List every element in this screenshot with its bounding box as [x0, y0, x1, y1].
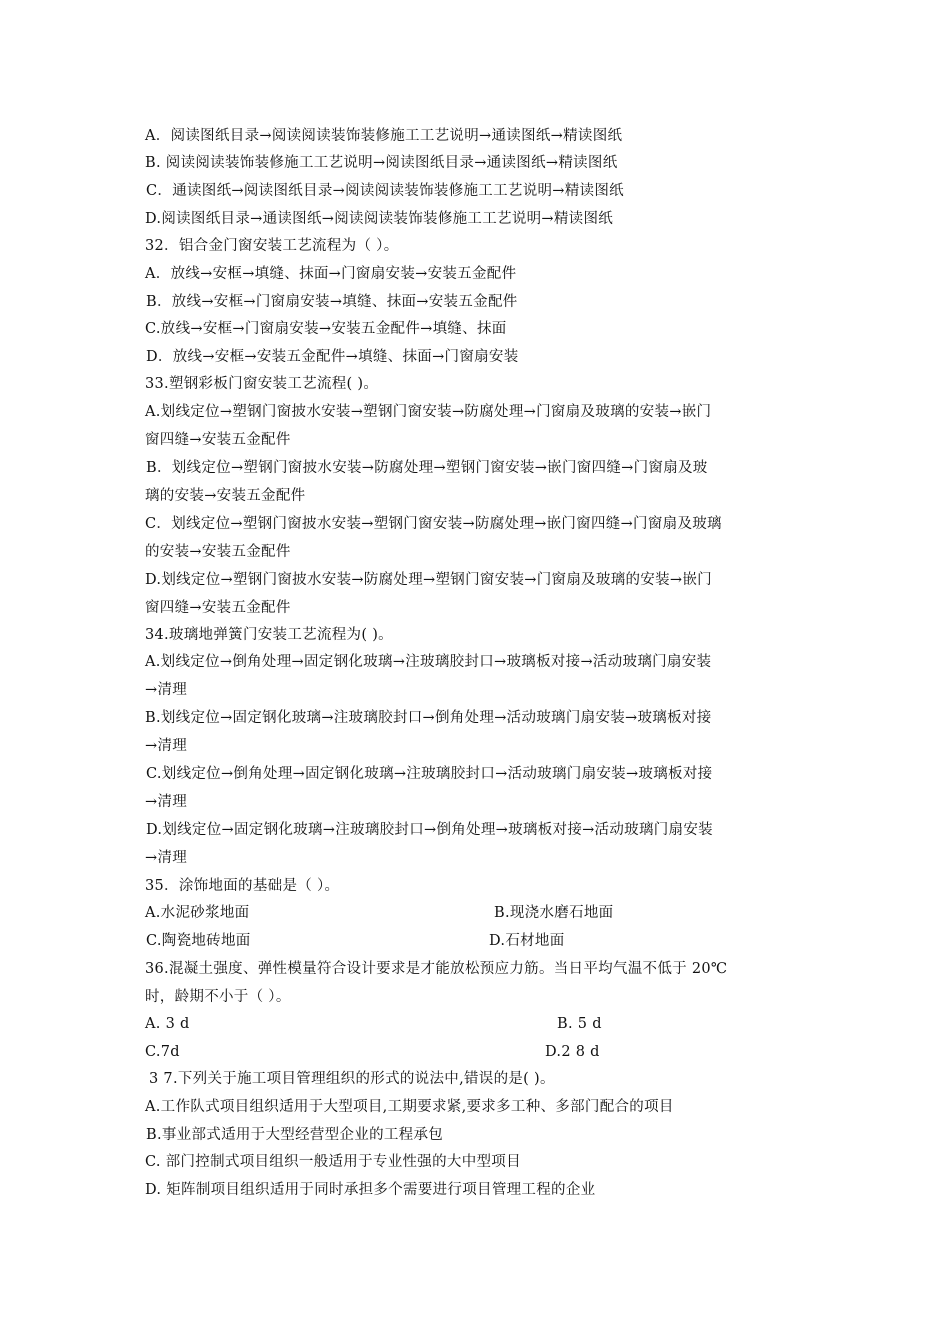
- q36-stem-line2: 时，龄期不小于（ ）。: [145, 989, 291, 1005]
- q33-stem: 33.塑钢彩板门窗安装工艺流程( )。: [145, 376, 379, 392]
- q32-option-c: C.放线→安框→门窗扇安装→安装五金配件→填缝、抹面: [145, 321, 507, 337]
- q31-option-a: A．阅读图纸目录→阅读阅读装饰装修施工工艺说明→通读图纸→精读图纸: [145, 128, 623, 144]
- q33-option-a-line1: A.划线定位→塑钢门窗披水安装→塑钢门窗安装→防腐处理→门窗扇及玻璃的安装→嵌门: [145, 404, 712, 420]
- q35-option-b: B.现浇水磨石地面: [494, 905, 614, 921]
- q34-option-c-line1: C.划线定位→倒角处理→固定钢化玻璃→注玻璃胶封口→活动玻璃门扇安装→玻璃板对接: [146, 766, 713, 782]
- q31-option-d: D.阅读图纸目录→通读图纸→阅读阅读装饰装修施工工艺说明→精读图纸: [145, 211, 614, 227]
- q34-option-d-line2: →清理: [145, 850, 188, 866]
- q32-option-d: D．放线→安框→安装五金配件→填缝、抹面→门窗扇安装: [146, 349, 519, 365]
- q33-option-b-line1: B．划线定位→塑钢门窗披水安装→防腐处理→塑钢门窗安装→嵌门窗四缝→门窗扇及玻: [146, 460, 708, 476]
- q33-option-c-line1: C．划线定位→塑钢门窗披水安装→塑钢门窗安装→防腐处理→嵌门窗四缝→门窗扇及玻璃: [145, 516, 722, 532]
- q34-option-a-line1: A.划线定位→倒角处理→固定钢化玻璃→注玻璃胶封口→玻璃板对接→活动玻璃门扇安装: [145, 654, 712, 670]
- q35-option-c: C.陶瓷地砖地面: [146, 933, 251, 949]
- q34-option-d-line1: D.划线定位→固定钢化玻璃→注玻璃胶封口→倒角处理→玻璃板对接→活动玻璃门扇安装: [146, 822, 713, 838]
- q33-option-d-line1: D.划线定位→塑钢门窗披水安装→防腐处理→塑钢门窗安装→门窗扇及玻璃的安装→嵌门: [145, 572, 712, 588]
- q35-option-d: D.石材地面: [489, 933, 565, 949]
- q37-option-c: C. 部门控制式项目组织一般适用于专业性强的大中型项目: [145, 1154, 521, 1170]
- q35-stem: 35．涂饰地面的基础是（ ）。: [145, 878, 340, 894]
- q32-stem: 32．铝合金门窗安装工艺流程为（ ）。: [145, 238, 399, 254]
- q36-option-b: B. 5 d: [557, 1016, 602, 1032]
- q31-option-b: B. 阅读阅读装饰装修施工工艺说明→阅读图纸目录→通读图纸→精读图纸: [145, 155, 618, 171]
- q36-option-d: D.2 8 d: [545, 1044, 600, 1060]
- q32-option-b: B．放线→安框→门窗扇安装→填缝、抹面→安装五金配件: [146, 294, 518, 310]
- q34-stem: 34.玻璃地弹簧门安装工艺流程为( )。: [145, 627, 393, 643]
- q34-option-b-line2: →清理: [145, 738, 188, 754]
- q37-option-b: B.事业部式适用于大型经营型企业的工程承包: [146, 1127, 444, 1143]
- q37-option-d: D. 矩阵制项目组织适用于同时承担多个需要进行项目管理工程的企业: [145, 1182, 596, 1198]
- q34-option-b-line1: B.划线定位→固定钢化玻璃→注玻璃胶封口→倒角处理→活动玻璃门扇安装→玻璃板对接: [145, 710, 712, 726]
- q32-option-a: A．放线→安框→填缝、抹面→门窗扇安装→安装五金配件: [145, 266, 517, 282]
- q35-option-a: A.水泥砂浆地面: [145, 905, 250, 921]
- q36-stem-line1: 36.混凝土强度、弹性模量符合设计要求是才能放松预应力筋。当日平均气温不低于 20℃: [145, 961, 728, 977]
- q34-option-c-line2: →清理: [145, 794, 188, 810]
- q33-option-a-line2: 窗四缝→安装五金配件: [145, 432, 291, 448]
- q31-option-c: C．通读图纸→阅读图纸目录→阅读阅读装饰装修施工工艺说明→精读图纸: [146, 183, 624, 199]
- q37-stem: 3 7.下列关于施工项目管理组织的形式的说法中,错误的是( )。: [149, 1071, 555, 1087]
- q36-option-a: A. 3 d: [145, 1016, 190, 1032]
- q34-option-a-line2: →清理: [145, 682, 188, 698]
- q36-option-c: C.7d: [145, 1044, 180, 1060]
- q33-option-c-line2: 的安装→安装五金配件: [145, 544, 291, 560]
- q33-option-d-line2: 窗四缝→安装五金配件: [145, 600, 291, 616]
- q37-option-a: A.工作队式项目组织适用于大型项目,工期要求紧,要求多工种、多部门配合的项目: [145, 1099, 674, 1115]
- q33-option-b-line2: 璃的安装→安装五金配件: [145, 488, 306, 504]
